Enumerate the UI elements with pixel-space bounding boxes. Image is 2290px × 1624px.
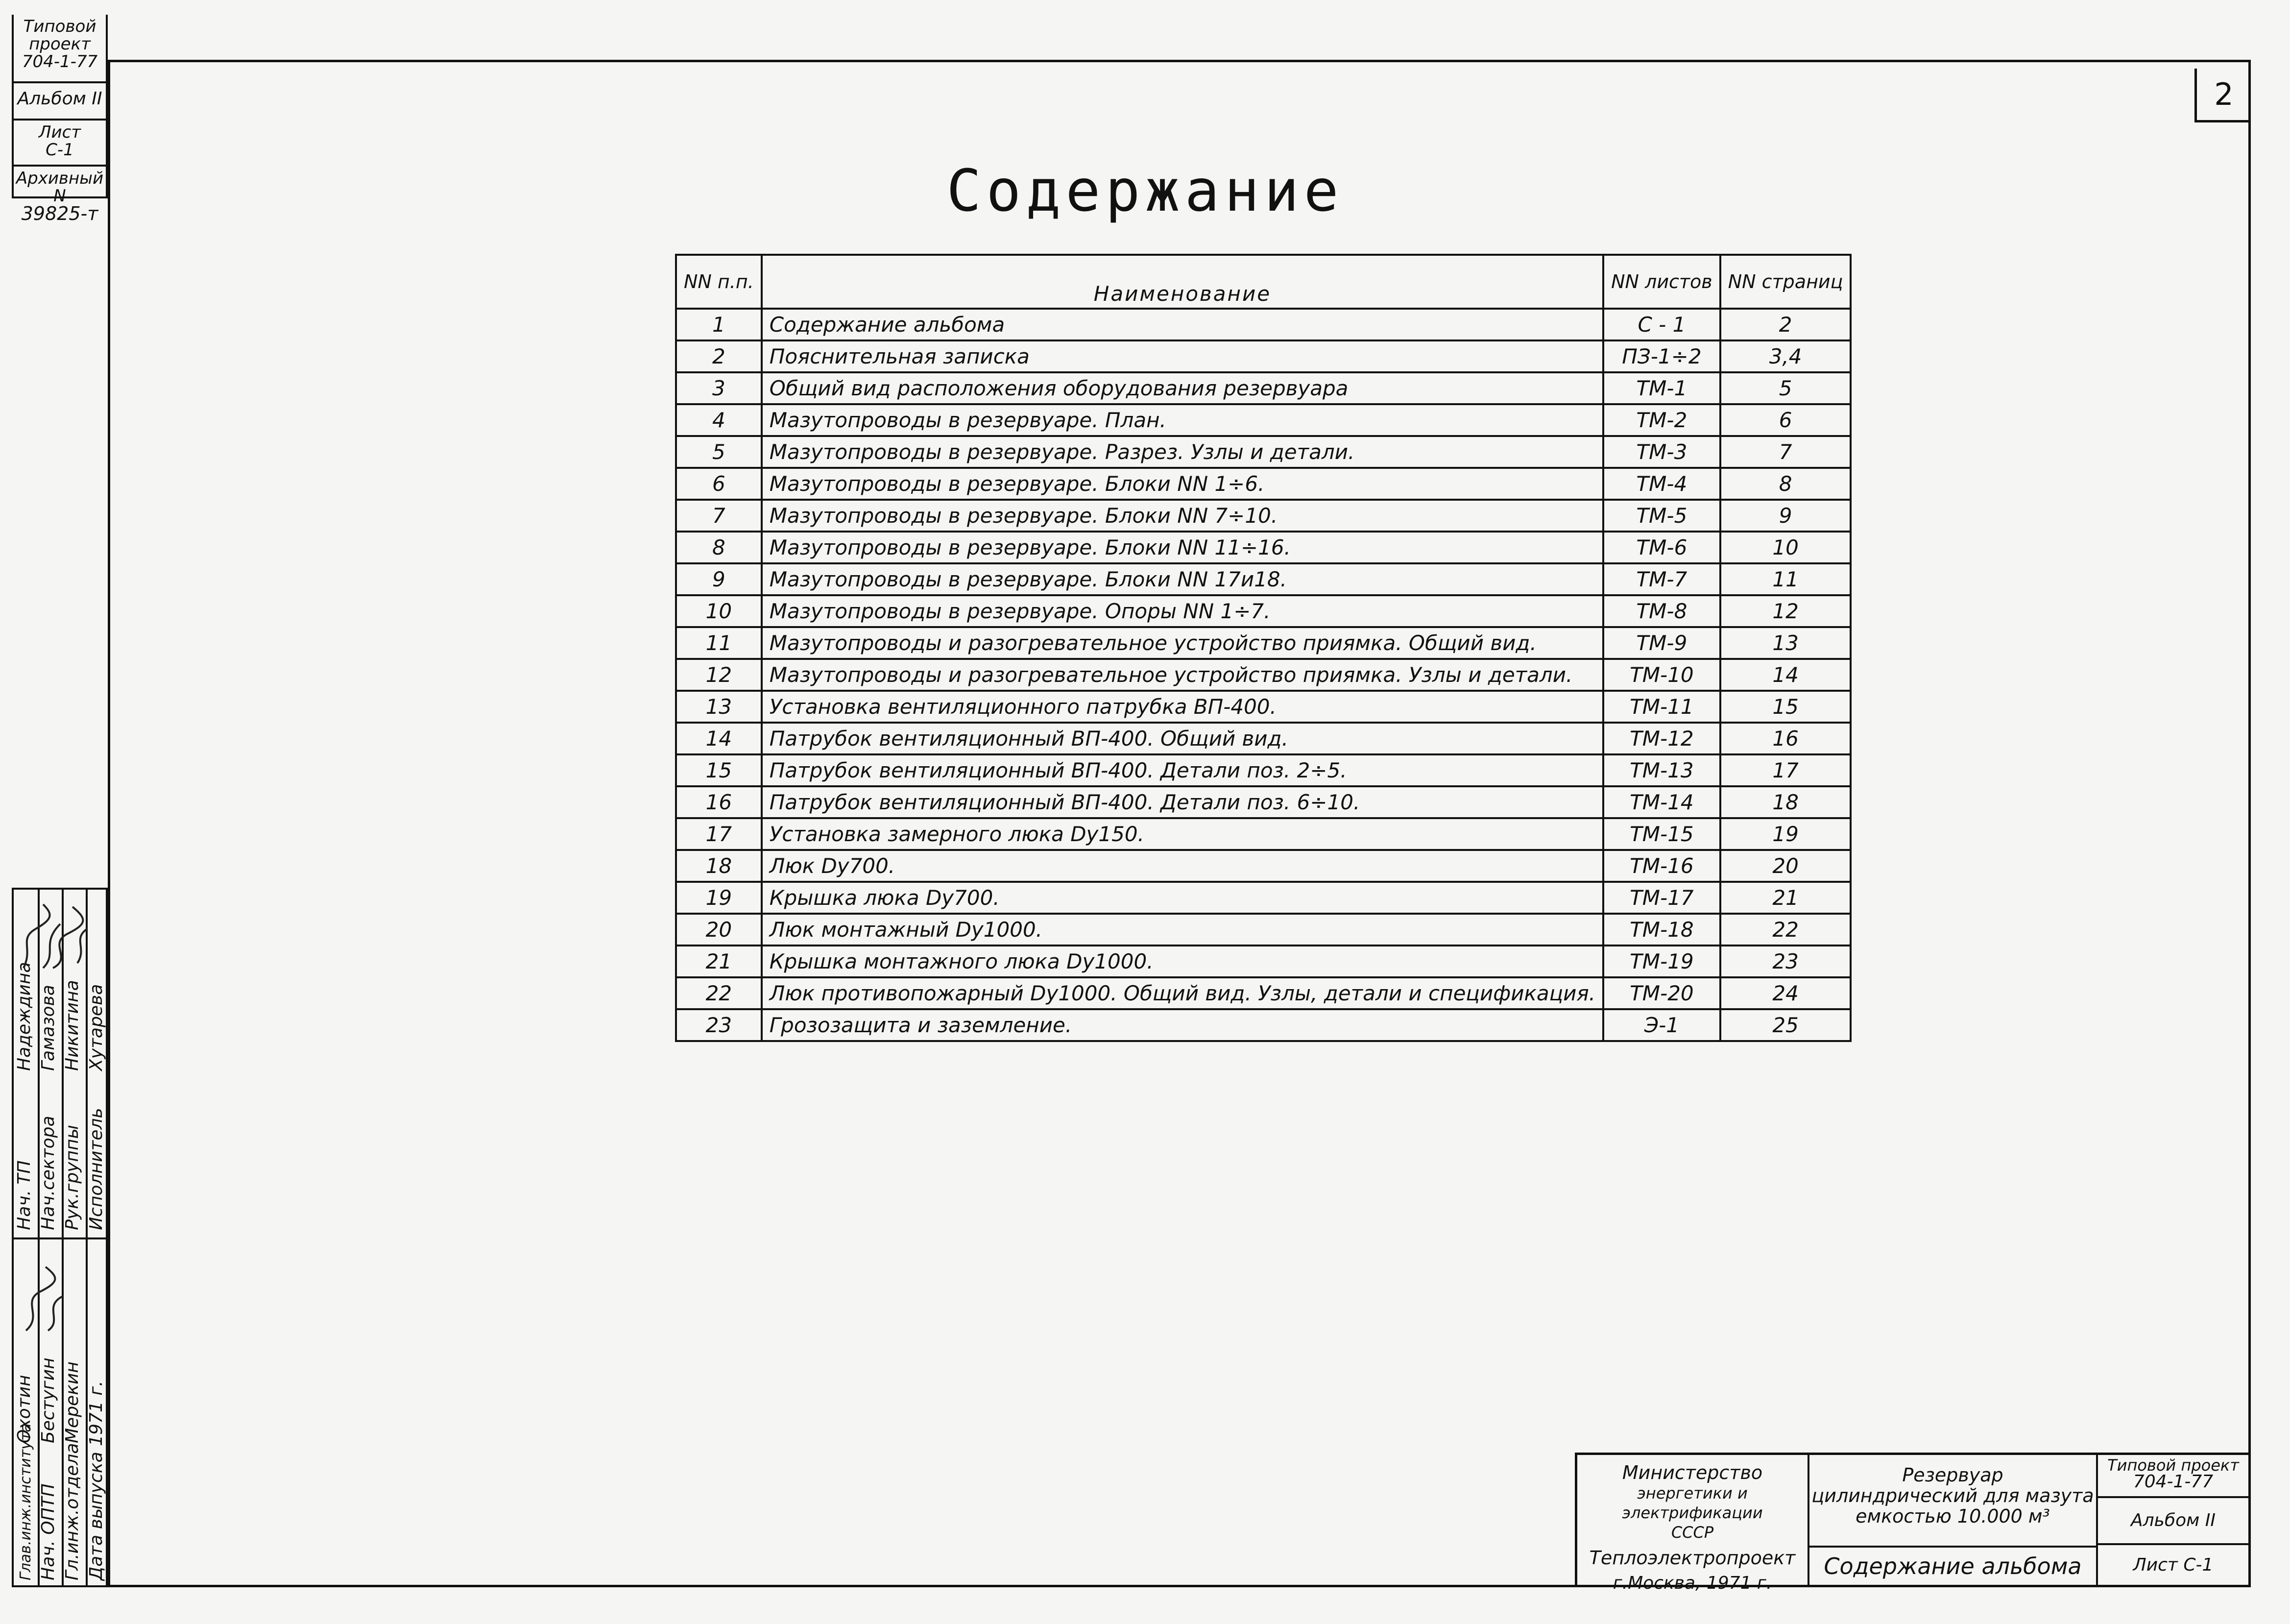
table-row [676, 818, 1851, 850]
row-page: 14 [1720, 659, 1851, 691]
row-name: Крышка люка Dу700. [762, 882, 1603, 914]
side-name-1: Надеждина [14, 962, 34, 1071]
table-row [676, 723, 1851, 754]
row-number: 5 [676, 436, 762, 468]
row-sheet: ТМ-14 [1603, 786, 1720, 818]
row-name: Патрубок вентиляционный ВП-400. Детали поз. 6÷10. [762, 786, 1603, 818]
row-number: 7 [676, 500, 762, 532]
row-number: 18 [676, 850, 762, 882]
row-name: Люк монтажный Dу1000. [762, 914, 1603, 945]
row-page: 3,4 [1720, 340, 1851, 372]
tb-type-label: Типовой проект [2107, 1456, 2239, 1475]
row-name: Содержание альбома [762, 309, 1603, 340]
row-sheet: ПЗ-1÷2 [1603, 340, 1720, 372]
row-name: Мазутопроводы в резервуаре. Блоки NN 7÷10. [762, 500, 1603, 532]
row-sheet: ТМ-2 [1603, 404, 1720, 436]
row-page: 12 [1720, 595, 1851, 627]
object-line-3: емкостью 10.000 м³ [1856, 1505, 2050, 1527]
table-row [676, 850, 1851, 882]
signature-scribble [14, 1262, 68, 1335]
row-page: 19 [1720, 818, 1851, 850]
org-line-4: Теплоэлектропроект [1589, 1547, 1796, 1569]
row-number: 14 [676, 723, 762, 754]
row-name: Мазутопроводы в резервуаре. Разрез. Узлы и детали. [762, 436, 1603, 468]
table-row [676, 500, 1851, 532]
table-row [676, 659, 1851, 691]
row-number: 23 [676, 1009, 762, 1041]
corner-type-label: Типовой проект [23, 17, 96, 54]
row-page: 15 [1720, 691, 1851, 723]
row-number: 1 [676, 309, 762, 340]
row-page: 17 [1720, 754, 1851, 786]
signature-scribble [38, 899, 92, 973]
row-number: 19 [676, 882, 762, 914]
row-name: Патрубок вентиляционный ВП-400. Детали поз. 2÷5. [762, 754, 1603, 786]
row-name: Мазутопроводы в резервуаре. План. [762, 404, 1603, 436]
side-name-5: Охотин [14, 1375, 34, 1443]
org-line-5: г.Москва, 1971 г. [1613, 1573, 1772, 1593]
table-row [676, 595, 1851, 627]
row-name: Мазутопроводы в резервуаре. Блоки NN 11÷16. [762, 532, 1603, 563]
corner-album: Альбом II [14, 83, 106, 121]
org-line-1: Министерство [1622, 1462, 1763, 1483]
row-sheet: ТМ-3 [1603, 436, 1720, 468]
row-page: 22 [1720, 914, 1851, 945]
table-row [676, 563, 1851, 595]
row-sheet: ТМ-11 [1603, 691, 1720, 723]
row-name: Мазутопроводы в резервуаре. Блоки NN 1÷6. [762, 468, 1603, 500]
side-role-4: Исполнитель [86, 1108, 106, 1230]
row-page: 13 [1720, 627, 1851, 659]
row-name: Люк противопожарный Dу1000. Общий вид. Узлы, детали и спецификация. [762, 977, 1603, 1009]
row-sheet: ТМ-15 [1603, 818, 1720, 850]
row-name: Установка замерного люка Dу150. [762, 818, 1603, 850]
row-page: 10 [1720, 532, 1851, 563]
row-page: 6 [1720, 404, 1851, 436]
row-number: 2 [676, 340, 762, 372]
table-row [676, 786, 1851, 818]
side-role-3: Рук.группы [62, 1125, 82, 1230]
side-role-1: Нач. ТП [14, 1160, 34, 1230]
side-role-2: Нач.сектора [38, 1115, 58, 1230]
row-name: Мазутопроводы и разогревательное устройство приямка. Общий вид. [762, 627, 1603, 659]
table-row [676, 436, 1851, 468]
side-release-date: Дата выпуска 1971 г. [86, 1381, 106, 1580]
row-sheet: ТМ-7 [1603, 563, 1720, 595]
side-name-7: Мерекин [62, 1361, 82, 1443]
row-page: 16 [1720, 723, 1851, 754]
row-number: 17 [676, 818, 762, 850]
row-name: Общий вид расположения оборудования резервуара [762, 372, 1603, 404]
row-number: 21 [676, 945, 762, 977]
row-page: 23 [1720, 945, 1851, 977]
row-name: Патрубок вентиляционный ВП-400. Общий вид. [762, 723, 1603, 754]
row-sheet: ТМ-10 [1603, 659, 1720, 691]
row-sheet: С - 1 [1603, 309, 1720, 340]
row-number: 9 [676, 563, 762, 595]
tb-project-code: 704-1-77 [2133, 1472, 2214, 1492]
tb-album: Альбом II [2098, 1498, 2248, 1545]
table-row [676, 945, 1851, 977]
side-name-4: Хутарева [86, 984, 106, 1071]
table-row [676, 340, 1851, 372]
row-name: Установка вентиляционного патрубка ВП-400. [762, 691, 1603, 723]
row-sheet: ТМ-16 [1603, 850, 1720, 882]
table-row [676, 1009, 1851, 1041]
sheet-title: Содержание альбома [1824, 1553, 2082, 1579]
row-number: 20 [676, 914, 762, 945]
row-number: 15 [676, 754, 762, 786]
table-row [676, 882, 1851, 914]
title-block [1575, 1453, 2251, 1593]
table-row [676, 914, 1851, 945]
corner-sheet-value: С-1 [46, 140, 74, 160]
row-page: 21 [1720, 882, 1851, 914]
table-row [676, 372, 1851, 404]
row-name: Крышка монтажного люка Dу1000. [762, 945, 1603, 977]
row-number: 8 [676, 532, 762, 563]
table-row [676, 691, 1851, 723]
row-sheet: ТМ-20 [1603, 977, 1720, 1009]
table-row [676, 532, 1851, 563]
row-page: 11 [1720, 563, 1851, 595]
row-sheet: ТМ-4 [1603, 468, 1720, 500]
object-description [1809, 1455, 2096, 1548]
corner-archive-label: Архивный N [16, 169, 104, 206]
header-name: Наименование [762, 255, 1603, 309]
object-line-1: Резервуар [1902, 1464, 2003, 1486]
row-name: Мазутопроводы в резервуаре. Опоры NN 1÷7. [762, 595, 1603, 627]
row-page: 9 [1720, 500, 1851, 532]
table-body [676, 309, 1851, 1041]
side-name-2: Гамазова [38, 985, 58, 1071]
corner-archive-number: 39825-т [21, 203, 98, 224]
object-line-2: цилиндрический для мазута [1811, 1485, 2094, 1506]
table-row [676, 309, 1851, 340]
row-number: 13 [676, 691, 762, 723]
corner-sheet-label: Лист [38, 122, 81, 142]
title-block-organization [1577, 1455, 1809, 1593]
row-name: Грозозащита и заземление. [762, 1009, 1603, 1041]
tb-project [2098, 1455, 2248, 1498]
row-sheet: ТМ-12 [1603, 723, 1720, 754]
table-row [676, 754, 1851, 786]
row-sheet: ТМ-9 [1603, 627, 1720, 659]
row-number: 4 [676, 404, 762, 436]
row-name: Мазутопроводы в резервуаре. Блоки NN 17и18. [762, 563, 1603, 595]
side-role-6: Нач. ОПТП [38, 1483, 58, 1580]
row-page: 8 [1720, 468, 1851, 500]
table-row [676, 468, 1851, 500]
row-sheet: ТМ-18 [1603, 914, 1720, 945]
row-name: Пояснительная записка [762, 340, 1603, 372]
corner-project-code: 704-1-77 [22, 52, 98, 72]
row-number: 12 [676, 659, 762, 691]
org-line-3: СССР [1671, 1523, 1714, 1542]
corner-project [14, 15, 106, 83]
row-number: 16 [676, 786, 762, 818]
table-row [676, 627, 1851, 659]
header-pages: NN страниц [1720, 255, 1851, 309]
side-name-3: Никитина [62, 980, 82, 1071]
row-sheet: ТМ-6 [1603, 532, 1720, 563]
tb-sheet: Лист С-1 [2133, 1555, 2214, 1575]
contents-table [675, 254, 1852, 1042]
row-number: 22 [676, 977, 762, 1009]
row-sheet: Э-1 [1603, 1009, 1720, 1041]
side-signature-stamp [12, 888, 108, 1587]
row-page: 5 [1720, 372, 1851, 404]
header-num: NN п.п. [676, 255, 762, 309]
row-page: 18 [1720, 786, 1851, 818]
row-page: 25 [1720, 1009, 1851, 1041]
header-sheets: NN листов [1603, 255, 1720, 309]
row-number: 10 [676, 595, 762, 627]
side-role-7: Гл.инж.отдела [62, 1443, 82, 1580]
org-line-2: энергетики и электрификации [1622, 1484, 1763, 1522]
title-block-codes [2098, 1455, 2248, 1585]
row-page: 2 [1720, 309, 1851, 340]
row-page: 7 [1720, 436, 1851, 468]
title-block-object [1809, 1455, 2098, 1585]
row-number: 6 [676, 468, 762, 500]
page-number: 2 [2194, 69, 2251, 122]
table-row [676, 404, 1851, 436]
row-sheet: ТМ-5 [1603, 500, 1720, 532]
table-row [676, 977, 1851, 1009]
table-header-row [676, 255, 1851, 309]
row-page: 20 [1720, 850, 1851, 882]
row-sheet: ТМ-1 [1603, 372, 1720, 404]
row-sheet: ТМ-19 [1603, 945, 1720, 977]
side-role-5: Глав.инж.института [17, 1423, 34, 1580]
page-title: Содержание [946, 157, 1344, 224]
row-number: 11 [676, 627, 762, 659]
row-page: 24 [1720, 977, 1851, 1009]
row-number: 3 [676, 372, 762, 404]
row-sheet: ТМ-13 [1603, 754, 1720, 786]
side-name-6: Бестугин [38, 1357, 58, 1443]
row-name: Люк Dу700. [762, 850, 1603, 882]
row-sheet: ТМ-17 [1603, 882, 1720, 914]
row-name: Мазутопроводы и разогревательное устройство приямка. Узлы и детали. [762, 659, 1603, 691]
row-sheet: ТМ-8 [1603, 595, 1720, 627]
